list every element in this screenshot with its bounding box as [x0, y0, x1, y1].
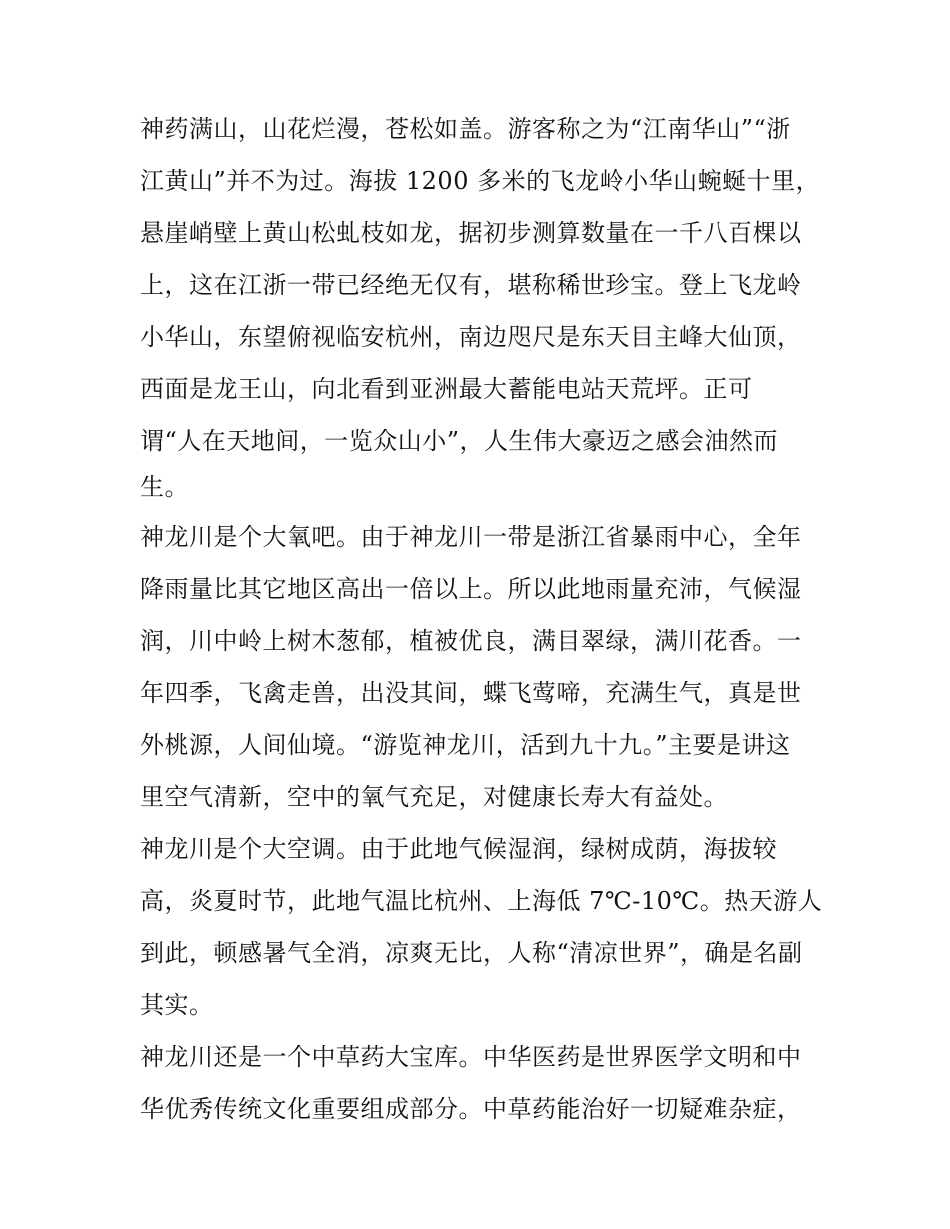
- text-line: 上，这在江浙一带已经绝无仅有，堪称稀世珍宝。登上飞龙岭: [140, 271, 802, 299]
- text-line: 华优秀传统文化重要组成部分。中草药能治好一切疑难杂症，: [140, 1095, 802, 1123]
- text-line: 小华山，东望俯视临安杭州，南边咫尺是东天目主峰大仙顶，: [140, 323, 802, 351]
- text-line: 其实。: [140, 991, 214, 1019]
- text-line: 神龙川是个大空调。由于此地气候湿润，绿树成荫，海拔较: [140, 835, 777, 863]
- text-line: 神龙川是个大氧吧。由于神龙川一带是浙江省暴雨中心，全年: [140, 523, 802, 551]
- text-line: 里空气清新，空中的氧气充足，对健康长寿大有益处。: [140, 783, 728, 811]
- text-line: 到此，顿感暑气全消，凉爽无比，人称“清凉世界”，确是名副: [140, 939, 803, 967]
- text-line: 悬崖峭壁上黄山松虬枝如龙，据初步测算数量在一千八百棵以: [140, 219, 802, 247]
- text-line: 神龙川还是一个中草药大宝库。中华医药是世界医学文明和中: [140, 1043, 802, 1071]
- text-line: 年四季，飞禽走兽，出没其间，蝶飞莺啼，充满生气，真是世: [140, 679, 802, 707]
- text-line: 外桃源，人间仙境。“游览神龙川，活到九十九。”主要是讲这: [140, 731, 791, 759]
- text-line: 高，炎夏时节，此地气温比杭州、上海低 7℃-10℃。热天游人: [140, 887, 823, 915]
- text-line: 谓“人在天地间，一览众山小”，人生伟大豪迈之感会油然而: [140, 427, 779, 455]
- text-line: 降雨量比其它地区高出一倍以上。所以此地雨量充沛，气候湿: [140, 575, 802, 603]
- text-line: 神药满山，山花烂漫，苍松如盖。游客称之为“江南华山”“浙: [140, 115, 791, 143]
- text-line: 润，川中岭上树木葱郁，植被优良，满目翠绿，满川花香。一: [140, 627, 802, 655]
- text-line: 生。: [140, 473, 189, 501]
- text-line: 江黄山”并不为过。海拔 1200 多米的飞龙岭小华山蜿蜒十里，: [140, 167, 821, 195]
- text-line: 西面是龙王山，向北看到亚洲最大蓄能电站天荒坪。正可: [140, 375, 753, 403]
